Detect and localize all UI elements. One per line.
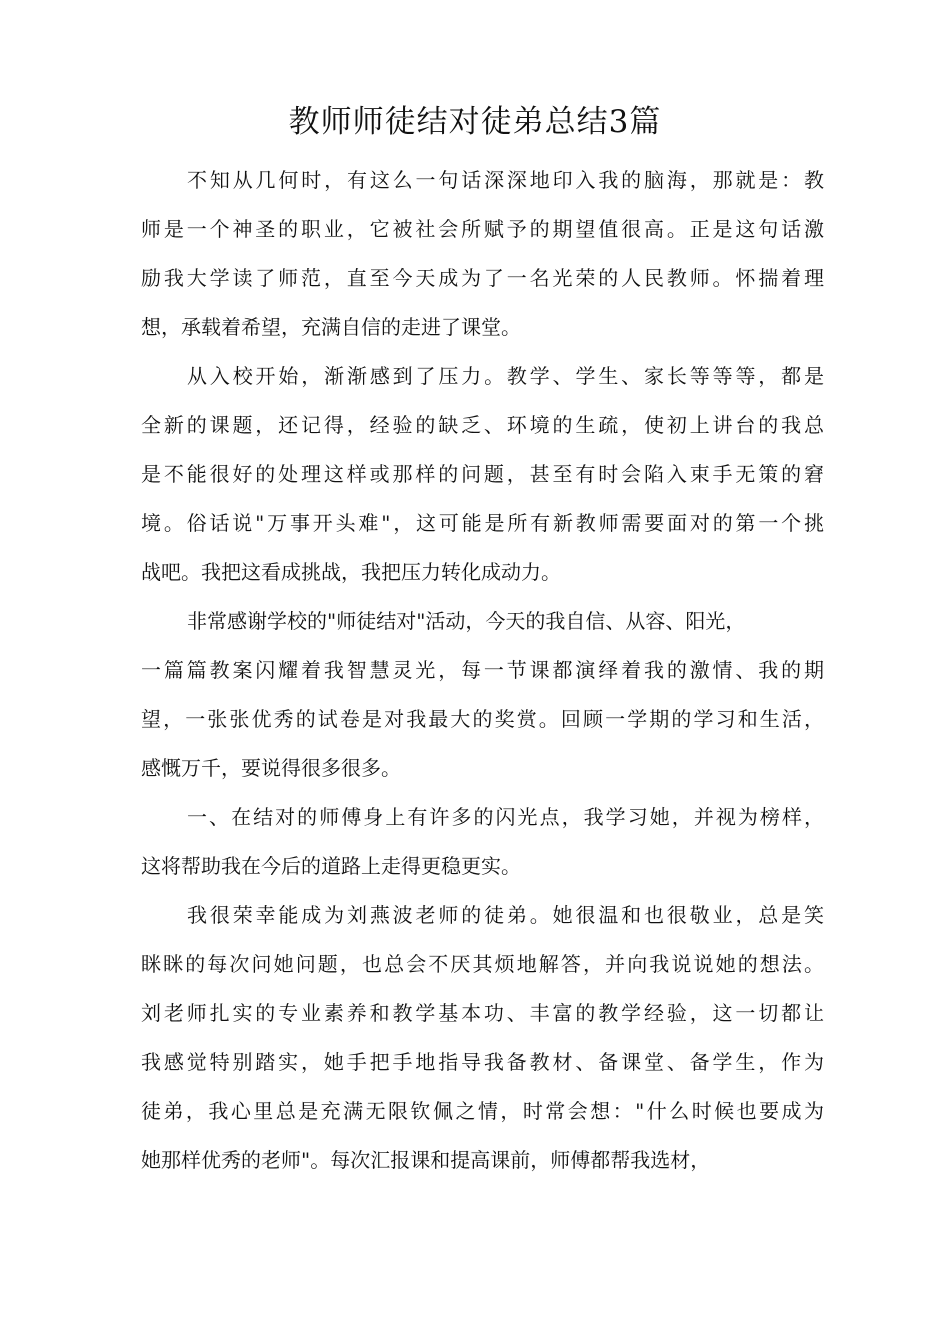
- text-line: 想，承载着希望，充满自信的走进了课堂。: [141, 315, 521, 339]
- text-line: 感慨万千，要说得很多很多。: [141, 756, 401, 780]
- text-line: 眯眯的每次问她问题，也总会不厌其烦地解答，并向我说说她的想法。: [141, 952, 824, 976]
- text-line: 一篇篇教案闪耀着我智慧灵光，每一节课都演绎着我的激情、我的期: [141, 658, 824, 682]
- text-line: 她那样优秀的老师"。每次汇报课和提高课前，师傅都帮我选材，: [141, 1148, 711, 1172]
- text-line: 战吧。我把这看成挑战，我把压力转化成动力。: [141, 560, 561, 584]
- text-line: 全新的课题，还记得，经验的缺乏、环境的生疏，使初上讲台的我总: [141, 413, 824, 437]
- text-line: 这将帮助我在今后的道路上走得更稳更实。: [141, 854, 521, 878]
- text-line: 非常感谢学校的"师徒结对"活动，今天的我自信、从容、阳光，: [187, 609, 746, 633]
- text-line: 师是一个神圣的职业，它被社会所赋予的期望值很高。正是这句话激: [141, 217, 824, 241]
- text-line: 境。俗话说"万事开头难"，这可能是所有新教师需要面对的第一个挑: [141, 511, 824, 535]
- text-line: 我感觉特别踏实，她手把手地指导我备教材、备课堂、备学生，作为: [141, 1050, 824, 1074]
- paragraph-5: [141, 891, 824, 1185]
- text-line: 一、在结对的师傅身上有许多的闪光点，我学习她，并视为榜样，: [187, 805, 824, 829]
- paragraph-1: [141, 156, 824, 352]
- text-line: 励我大学读了师范，直至今天成为了一名光荣的人民教师。怀揣着理: [141, 266, 824, 290]
- text-line: 徒弟，我心里总是充满无限钦佩之情，时常会想："什么时候也要成为: [141, 1099, 824, 1123]
- text-line: 望，一张张优秀的试卷是对我最大的奖赏。回顾一学期的学习和生活，: [141, 707, 824, 731]
- text-line: 从入校开始，渐渐感到了压力。教学、学生、家长等等等，都是: [187, 364, 824, 388]
- text-line: 是不能很好的处理这样或那样的问题，甚至有时会陷入束手无策的窘: [141, 462, 824, 486]
- document-title: 教师师徒结对徒弟总结3篇: [288, 104, 662, 140]
- text-line: 不知从几何时，有这么一句话深深地印入我的脑海，那就是：教: [187, 168, 824, 192]
- paragraph-2: [141, 352, 824, 597]
- document-body: [141, 156, 824, 1185]
- text-line: 刘老师扎实的专业素养和教学基本功、丰富的教学经验，这一切都让: [141, 1001, 824, 1025]
- text-line: 我很荣幸能成为刘燕波老师的徒弟。她很温和也很敬业，总是笑: [187, 903, 824, 927]
- paragraph-4: [141, 793, 824, 891]
- paragraph-3: [141, 597, 824, 793]
